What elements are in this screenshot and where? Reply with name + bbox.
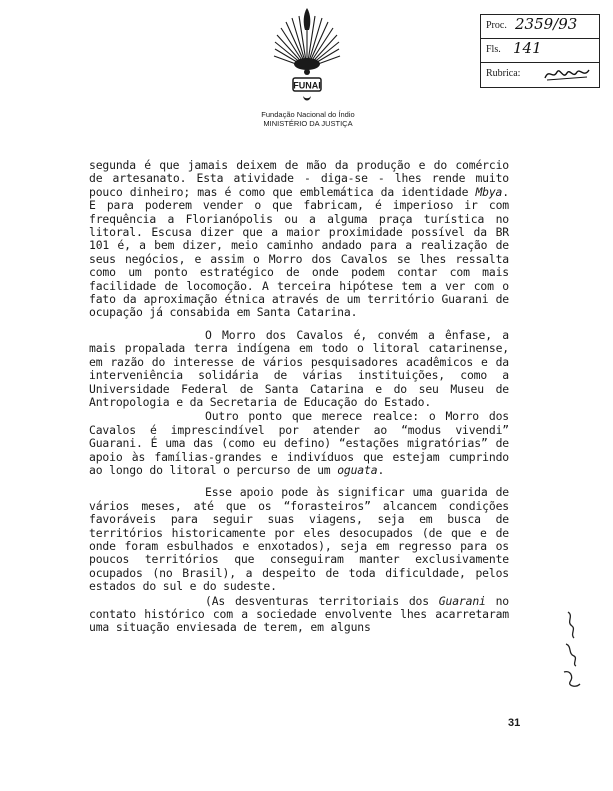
rubrica-label: Rubrica: xyxy=(486,68,521,79)
text-run: Esse apoio pode às significar uma guarida de vários meses, até que os “forasteiros” alcancem condições favoráveis para seguir suas viagens, seja em busca de territórios historicamente por eles desocupados (de que e de onde foram esbulhados e enxotados), seja em regresso para os poucos territórios que conseguiram manter exclusivamente ocupados (no Brasil), a despeito de toda dificuldade, pelos estados do sul e do sudeste. xyxy=(89,485,509,594)
text-run: no contato histórico com a sociedade envolvente lhes acarretaram uma situação enviesada de terem, em alguns xyxy=(89,593,509,635)
fls-value: 141 xyxy=(513,39,542,57)
proc-label: Proc. xyxy=(486,20,507,31)
text-run: O Morro dos Cavalos é, convém a ênfase, a mais propalada terra indígena em todo o litoral catarinense, em razão do interesse de vários pesquisadores acadêmicos e da interveniência solidária de várias instituições, como a Universidade Federal de Santa Catarina e do seu Museu de Antropologia e da Secretaria de Educação do Estado. xyxy=(89,327,509,409)
organization-name: Fundação Nacional do Índio xyxy=(261,110,355,119)
italic-term: Mbya xyxy=(475,184,503,199)
text-run: (As desventuras territoriais dos xyxy=(205,593,439,608)
text-run: . E para poderem vender o que fabricam, é imperioso ir com frequência a Florianópolis ou a alguma praça turística no litoral. Escusa dizer que a maior proximidade possível da BR 101 é, a bem dizer, meio caminho andado para a realização de seus negócios, e assim o Morro dos Cavalos se lhes ressalta como um ponto estratégico de onde podem contar com mais facilidade de locomoção. A terceira hipótese tem a ver com o fato da aproximação étnica através de um território Guarani de ocupação já consabida em Santa Catarina. xyxy=(89,184,509,320)
rubrica-signature-icon xyxy=(543,66,591,83)
margin-initials-icon xyxy=(560,610,590,690)
funai-logo-icon xyxy=(272,6,342,108)
paragraph xyxy=(89,486,509,593)
fls-label: Fls. xyxy=(486,44,501,55)
paragraph xyxy=(89,410,509,477)
stamp-rubrica-row xyxy=(481,63,599,86)
stamp-proc-row xyxy=(481,15,599,39)
page-number: 31 xyxy=(508,717,521,729)
paragraph xyxy=(89,329,509,409)
body-text xyxy=(89,159,509,635)
ministry-name: MINISTÉRIO DA JUSTIÇA xyxy=(263,119,353,128)
text-run: Outro ponto que merece realce: o Morro dos Cavalos é imprescindível por atender ao “modus vivendi” Guarani. É uma das (como eu defino) “estações migratórias” de apoio às famílias-grandes e indivíduos que estejam cumprindo ao longo do litoral o percurso de um xyxy=(89,409,509,477)
proc-value: 2359/93 xyxy=(515,15,578,33)
logo-wordmark: FUNAI xyxy=(293,80,321,91)
paragraph xyxy=(89,159,509,320)
text-run: segunda é que jamais deixem de mão da produção e do comércio de artesanato. Esta atividade - diga-se - lhes rende muito pouco dinheiro; mas é como que emblemática da identidade xyxy=(89,158,509,199)
text-run: . xyxy=(377,462,385,477)
paragraph xyxy=(89,595,509,635)
stamp-fls-row xyxy=(481,39,599,63)
italic-term: Guarani xyxy=(438,593,486,608)
italic-term: oguata xyxy=(337,462,378,477)
protocol-stamp xyxy=(480,14,600,88)
